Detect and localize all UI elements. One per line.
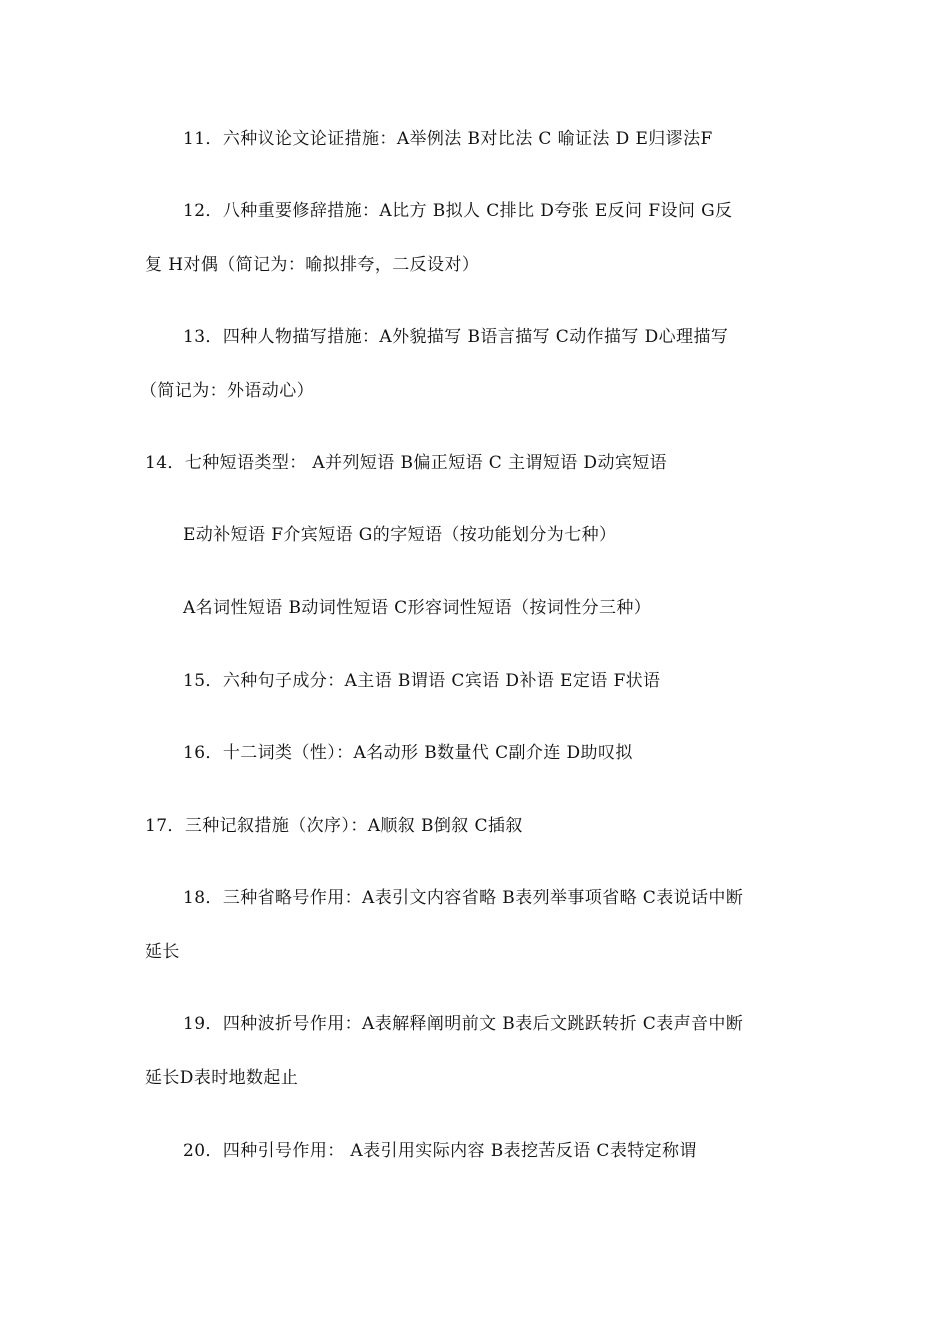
item-12-line-2: 复 H对偶（简记为：喻拟排夸，二反设对） (145, 255, 480, 275)
item-13-line-2: （简记为：外语动心） (140, 381, 314, 401)
item-12-line-1: 12．八种重要修辞措施：A比方 B拟人 C排比 D夸张 E反问 F设问 G反 (183, 201, 733, 221)
item-14-line-2: E动补短语 F介宾短语 G的字短语（按功能划分为七种） (183, 525, 617, 545)
item-17-line: 17．三种记叙措施（次序）：A顺叙 B倒叙 C插叙 (145, 816, 523, 836)
item-14-line-3: A名词性短语 B动词性短语 C形容词性短语（按词性分三种） (183, 598, 652, 618)
item-13-line-1: 13．四种人物描写措施：A外貌描写 B语言描写 C动作描写 D心理描写 (183, 327, 729, 347)
item-18-line-1: 18．三种省略号作用：A表引文内容省略 B表列举事项省略 C表说话中断 (183, 888, 744, 908)
item-15-line: 15．六种句子成分：A主语 B谓语 C宾语 D补语 E定语 F状语 (183, 671, 661, 691)
item-11-line: 11．六种议论文论证措施：A举例法 B对比法 C 喻证法 D E归谬法F (183, 129, 713, 149)
item-16-line: 16．十二词类（性）：A名动形 B数量代 C副介连 D助叹拟 (183, 743, 633, 763)
item-19-line-1: 19．四种波折号作用：A表解释阐明前文 B表后文跳跃转折 C表声音中断 (183, 1014, 744, 1034)
item-20-line: 20．四种引号作用： A表引用实际内容 B表挖苦反语 C表特定称谓 (183, 1141, 697, 1161)
item-14-line-1: 14．七种短语类型： A并列短语 B偏正短语 C 主谓短语 D动宾短语 (145, 453, 668, 473)
item-18-line-2: 延长 (145, 942, 180, 962)
item-19-line-2: 延长D表时地数起止 (145, 1068, 299, 1088)
